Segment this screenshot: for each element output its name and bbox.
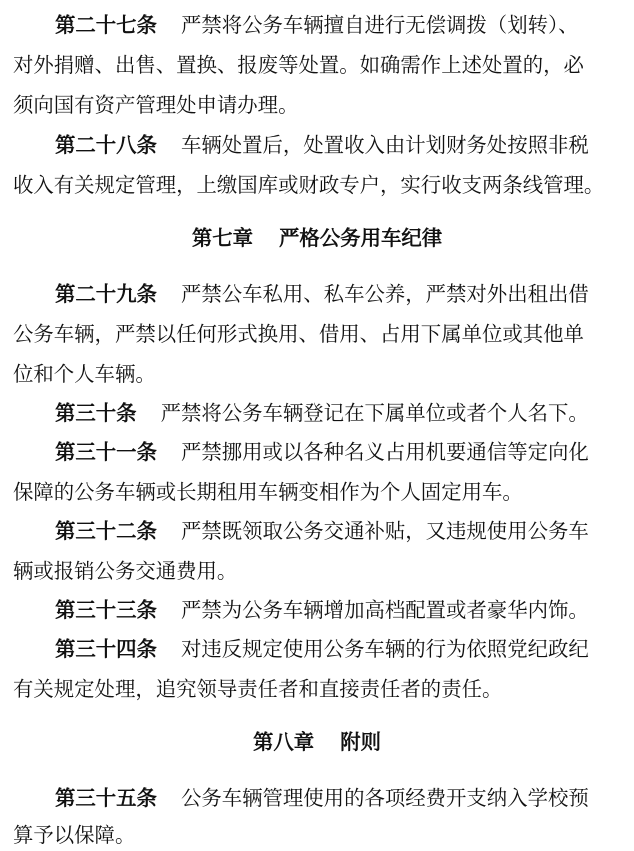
article-31-line-1 <box>55 439 634 465</box>
article-35-line-1 <box>55 785 634 811</box>
chapter-number: 第七章 <box>191 226 254 250</box>
article-29-line-1 <box>55 281 634 307</box>
article-text: 严禁公车私用、私车公养，严禁对外出租出借 <box>180 282 589 306</box>
chapter-title: 严格公务用车纪律 <box>279 226 443 250</box>
article-text: 严禁为公务车辆增加高档配置或者豪华内饰。 <box>180 598 589 622</box>
article-34-line-2: 有关规定处理，追究领导责任者和直接责任者的责任。 <box>13 677 503 701</box>
article-text: 严禁将公务车辆擅自进行无偿调拨（划转）、 <box>180 13 579 37</box>
article-number: 第三十条 <box>55 401 137 425</box>
chapter-number: 第八章 <box>253 730 315 754</box>
article-number: 第二十九条 <box>55 282 157 306</box>
article-number: 第二十七条 <box>55 13 157 37</box>
chapter-7-heading <box>0 225 634 251</box>
article-number: 第三十一条 <box>55 440 157 464</box>
article-29-line-2: 公务车辆，严禁以任何形式换用、借用、占用下属单位或其他单 <box>13 322 584 346</box>
article-number: 第三十五条 <box>55 786 157 810</box>
article-31-line-2: 保障的公务车辆或长期租用车辆变相作为个人固定用车。 <box>13 480 523 504</box>
article-text: 公务车辆管理使用的各项经费开支纳入学校预 <box>180 786 589 810</box>
article-text: 车辆处置后，处置收入由计划财务处按照非税 <box>180 133 589 157</box>
article-32-line-1 <box>55 518 634 544</box>
article-33-line-1 <box>55 597 634 623</box>
article-28-line-1 <box>55 132 634 158</box>
chapter-8-heading <box>0 729 634 755</box>
article-text: 对违反规定使用公务车辆的行为依照党纪政纪 <box>180 637 589 661</box>
article-27-line-2: 对外捐赠、出售、置换、报废等处置。如确需作上述处置的，必 <box>13 53 584 77</box>
article-29-line-3: 位和个人车辆。 <box>13 362 156 386</box>
article-34-line-1 <box>55 636 634 662</box>
article-number: 第二十八条 <box>55 133 157 157</box>
article-32-line-2: 辆或报销公务交通费用。 <box>13 559 238 583</box>
article-number: 第三十二条 <box>55 519 157 543</box>
article-27-line-1 <box>55 12 634 38</box>
article-text: 严禁将公务车辆登记在下属单位或者个人名下。 <box>160 401 589 425</box>
article-28-line-2: 收入有关规定管理，上缴国库或财政专户，实行收支两条线管理。 <box>13 173 605 197</box>
chapter-title: 附则 <box>340 730 381 754</box>
article-35-line-2: 算予以保障。 <box>13 823 136 847</box>
article-text: 严禁既领取公务交通补贴，又违规使用公务车 <box>180 519 589 543</box>
article-30-line-1 <box>55 400 634 426</box>
article-number: 第三十三条 <box>55 598 157 622</box>
article-27-line-3: 须向国有资产管理处申请办理。 <box>13 93 299 117</box>
article-text: 严禁挪用或以各种名义占用机要通信等定向化 <box>180 440 589 464</box>
article-number: 第三十四条 <box>55 637 157 661</box>
